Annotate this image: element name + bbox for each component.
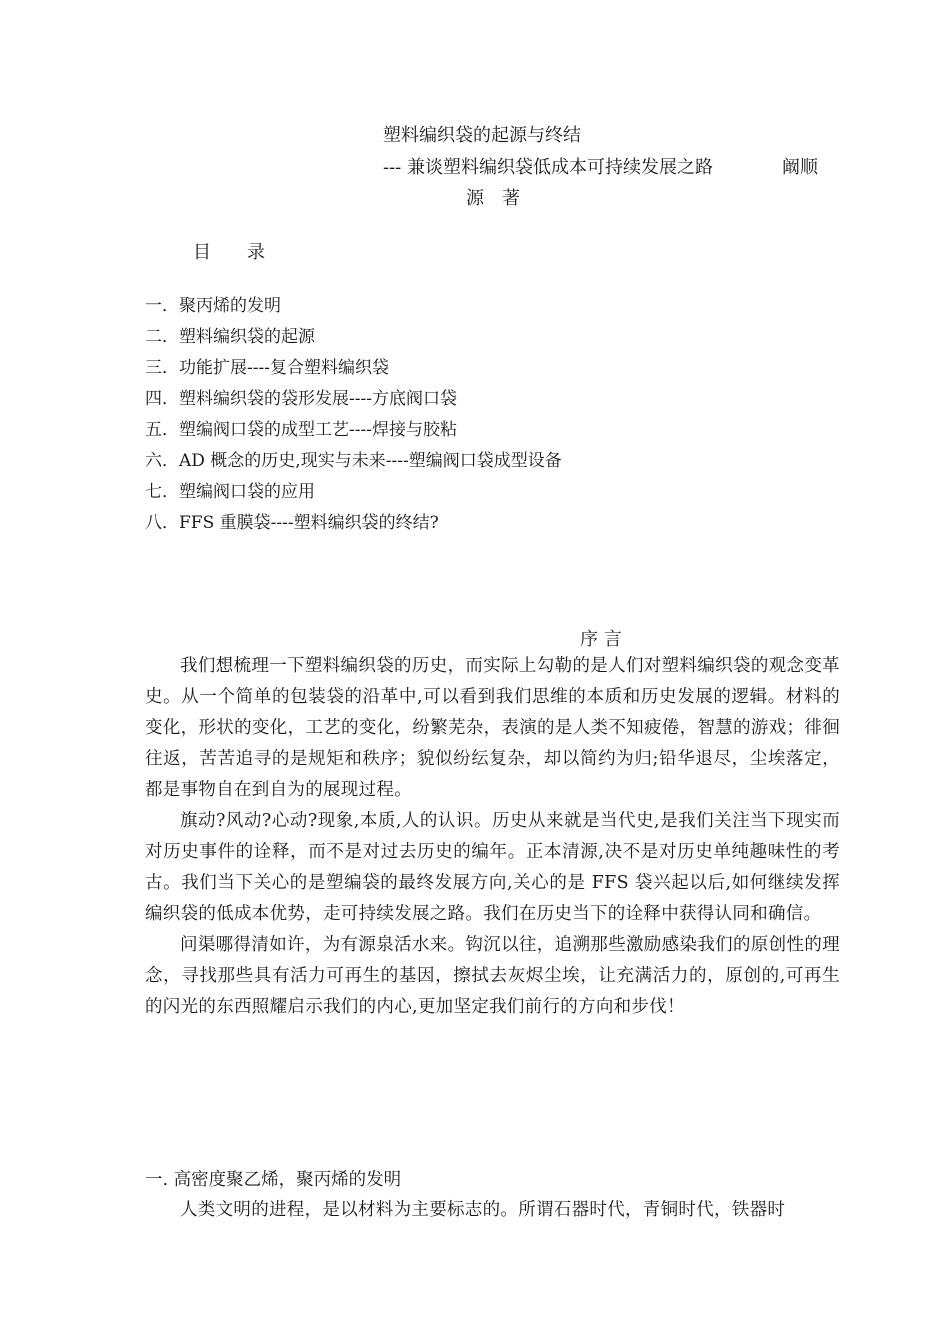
- preface-paragraph: 问渠哪得清如许，为有源泉活水来。钩沉以往，追溯那些激励感染我们的原创性的理念，寻找那些具有活力可再生的基因，擦拭去灰烬尘埃，让充满活力的，原创的,可再生的闪光的东西照耀启示我们的内心,更加坚定我们前行的方向和步伐！: [145, 935, 840, 1017]
- toc-item: 二．塑料编织袋的起源: [145, 327, 315, 347]
- preface-paragraph: 我们想梳理一下塑料编织袋的历史，而实际上勾勒的是人们对塑料编织袋的观念变革史。从一个简单的包装袋的沿革中,可以看到我们思维的本质和历史发展的逻辑。材料的变化，形状的变化，工艺的变化，纷繁芜杂，表演的是人类不知疲倦，智慧的游戏；徘徊往返，苦苦追寻的是规矩和秩序；貌似纷纭复杂，却以简约为归;铅华退尽，尘埃落定，都是事物自在到自为的展现过程。: [145, 656, 840, 800]
- toc-item: 八．FFS 重膜袋----塑料编织袋的终结?: [145, 513, 439, 533]
- toc-item: 四．塑料编织袋的袋形发展----方底阀口袋: [145, 389, 457, 409]
- preface-body: [145, 651, 840, 1023]
- chapter-first-line: 人类文明的进程，是以材料为主要标志的。所谓石器时代，青铜时代，铁器时: [180, 1200, 786, 1220]
- toc-item: 一．聚丙烯的发明: [145, 296, 281, 316]
- author-byline: 源 著: [466, 188, 520, 209]
- document-subtitle: --- 兼谈塑料编织袋低成本可持续发展之路: [383, 157, 713, 178]
- chapter-heading: 一. 高密度聚乙烯，聚丙烯的发明: [145, 1170, 402, 1190]
- toc-heading: 目 录: [193, 242, 265, 263]
- author-surname: 阚顺: [782, 157, 818, 178]
- document-title: 塑料编织袋的起源与终结: [383, 125, 581, 146]
- toc-item: 六．AD 概念的历史,现实与未来----塑编阀口袋成型设备: [145, 451, 562, 471]
- preface-heading: 序 言: [580, 629, 622, 650]
- toc-item: 七．塑编阀口袋的应用: [145, 482, 315, 502]
- toc-item: 三．功能扩展----复合塑料编织袋: [145, 358, 389, 378]
- preface-paragraph: 旗动?风动?心动?现象,本质,人的认识。历史从来就是当代史,是我们关注当下现实而对历史事件的诠释，而不是对过去历史的编年。正本清源,决不是对历史单纯趣味性的考古。我们当下关心的是塑编袋的最终发展方向,关心的是 FFS 袋兴起以后,如何继续发挥编织袋的低成本优势，走可持续发展之路。我们在历史当下的诠释中获得认同和确信。: [145, 811, 840, 924]
- toc-item: 五．塑编阀口袋的成型工艺----焊接与胶粘: [145, 420, 457, 440]
